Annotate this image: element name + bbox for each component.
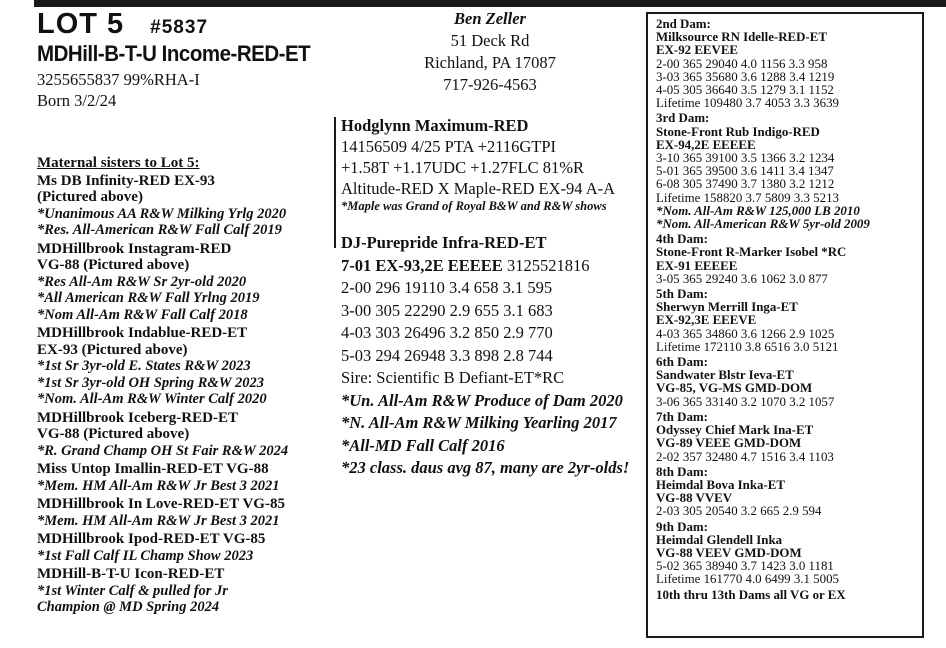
- generation-name: Sherwyn Merrill Inga-ET: [656, 300, 798, 315]
- generation-classification: VG-88 VEEV GMD-DOM: [656, 545, 802, 560]
- generation-name: Milksource RN Idelle-RED-ET: [656, 30, 827, 45]
- generation-record: 5-01 365 39500 3.6 1411 3.4 1347: [656, 164, 834, 179]
- generation-record: 3-10 365 39100 3.5 1366 3.2 1234: [656, 151, 835, 166]
- dam-record: 2-00 296 19110 3.4 658 3.1 595: [341, 278, 553, 297]
- dam-generation: [656, 466, 922, 519]
- generation-label: 3rd Dam:: [656, 111, 710, 126]
- sire-genomics-line: 14156509 4/25 PTA +2116GTPI: [341, 137, 557, 156]
- generation-classification: EX-92 EEVEE: [656, 43, 739, 58]
- animal-name: MDHill-B-T-U Income-RED-ET: [37, 41, 311, 66]
- dam-name: DJ-Purepride Infra-RED-ET: [341, 233, 547, 252]
- dam-generation: [656, 233, 922, 286]
- dam-classification: [341, 255, 641, 278]
- dam-generation: [656, 521, 922, 587]
- breeder-contact: [410, 8, 570, 96]
- dam-record: 3-00 305 22290 2.9 655 3.1 683: [341, 300, 553, 320]
- lot-header: [37, 8, 208, 41]
- generation-record: 4-03 365 34860 3.6 1266 2.9 1025: [656, 326, 835, 341]
- breeder-street: 51 Deck Rd: [450, 31, 530, 50]
- sire-traits-line: +1.58T +1.17UDC +1.27FLC 81%R: [341, 158, 585, 177]
- sister-entry: [37, 410, 337, 460]
- sister-entry: [37, 496, 337, 529]
- sister-classification: EX-93 (Pictured above): [37, 341, 188, 358]
- breeder-name: Ben Zeller: [454, 9, 526, 28]
- sister-classification: VG-88 (Pictured above): [37, 257, 190, 273]
- generation-classification: VG-85, VG-MS GMD-DOM: [656, 381, 813, 396]
- dam-record: 4-03 303 26496 3.2 850 2.9 770: [341, 323, 553, 342]
- sister-achievement: *Nom. All-Am R&W Winter Calf 2020: [37, 391, 267, 407]
- generation-record: 2-02 357 32480 4.7 1516 3.4 1103: [656, 449, 834, 464]
- generation-record: 5-02 365 38940 3.7 1423 3.0 1181: [656, 559, 834, 574]
- dam-achievement: *N. All-Am R&W Milking Yearling 2017: [341, 413, 617, 432]
- generation-label: 9th Dam:: [656, 519, 708, 534]
- dam-sire-line: Sire: Scientific B Defiant-ET*RC: [341, 368, 565, 387]
- sister-entry: [37, 241, 337, 324]
- top-rule: [34, 0, 946, 7]
- sister-name: MDHillbrook Ipod-RED-ET VG-85: [37, 531, 266, 547]
- generation-label: 2nd Dam:: [656, 17, 711, 31]
- sister-achievement: *1st Sr 3yr-old E. States R&W 2023: [37, 358, 251, 374]
- generation-lifetime: Lifetime 109480 3.7 4053 3.3 3639: [656, 96, 839, 111]
- breeder-city: Richland, PA 17087: [424, 53, 556, 72]
- generation-label: 8th Dam:: [656, 464, 708, 479]
- dam-generation: [656, 356, 922, 409]
- generation-label: 7th Dam:: [656, 409, 708, 424]
- sister-achievement: Champion @ MD Spring 2024: [37, 599, 220, 615]
- sister-achievement: *1st Fall Calf IL Champ Show 2023: [37, 547, 254, 564]
- generation-record: 2-00 365 29040 4.0 1156 3.3 958: [656, 56, 828, 71]
- sister-achievement: *1st Sr 3yr-old OH Spring R&W 2023: [37, 374, 264, 391]
- generation-lifetime: Lifetime 161770 4.0 6499 3.1 5005: [656, 572, 839, 587]
- sister-entry: [37, 325, 337, 408]
- breeder-phone: 717-926-4563: [443, 75, 537, 94]
- sister-classification: (Pictured above): [37, 189, 143, 205]
- generation-record: 3-05 365 29240 3.6 1062 3.0 877: [656, 271, 828, 286]
- sister-achievement: *Nom All-Am R&W Fall Calf 2018: [37, 306, 248, 323]
- generation-name: Heimdal Glendell Inka: [656, 532, 783, 547]
- sire-pedigree-line: Altitude-RED X Maple-RED EX-94 A-A: [341, 179, 616, 198]
- generation-classification: VG-88 VVEV: [656, 491, 733, 506]
- generation-name: Odyssey Chief Mark Ina-ET: [656, 423, 814, 438]
- generation-record: 2-03 305 20540 3.2 665 2.9 594: [656, 504, 822, 519]
- sister-name: MDHillbrook Iceberg-RED-ET: [37, 409, 238, 426]
- generation-record: 6-08 305 37490 3.7 1380 3.2 1212: [656, 177, 835, 192]
- sisters-heading: Maternal sisters to Lot 5:: [37, 155, 200, 171]
- lot-title: LOT 5: [37, 8, 125, 40]
- generation-label: 4th Dam:: [656, 232, 708, 247]
- generation-name: Stone-Front R-Marker Isobel *RC: [656, 245, 847, 260]
- generation-award: *Nom. All-American R&W 5yr-old 2009: [656, 217, 870, 232]
- dam-generation: [656, 288, 922, 354]
- dam-section: [341, 232, 641, 480]
- sister-achievement: *Unanimous AA R&W Milking Yrlg 2020: [37, 205, 287, 222]
- pedigree-footer: 10th thru 13th Dams all VG or EX: [656, 587, 846, 602]
- sister-name: MDHillbrook Indablue-RED-ET: [37, 325, 248, 341]
- sister-entry: [37, 566, 337, 616]
- generation-name: Stone-Front Rub Indigo-RED: [656, 124, 820, 139]
- sister-achievement: *All American R&W Fall Yrlng 2019: [37, 290, 260, 306]
- sister-achievement: *Res All-Am R&W Sr 2yr-old 2020: [37, 273, 247, 290]
- generation-name: Heimdal Bova Inka-ET: [656, 477, 785, 492]
- generation-classification: EX-91 EEEEE: [656, 258, 738, 273]
- maternal-sisters: [37, 155, 337, 618]
- dam-generation: [656, 411, 922, 464]
- generation-lifetime: Lifetime 158820 3.7 5809 3.3 5213: [656, 190, 839, 205]
- sire-name: Hodglynn Maximum-RED: [341, 116, 529, 135]
- generation-award: *Nom. All-Am R&W 125,000 LB 2010: [656, 203, 860, 218]
- generation-record: 3-03 365 35680 3.6 1288 3.4 1219: [656, 69, 835, 84]
- sire-note: *Maple was Grand of Royal B&W and R&W shows: [341, 199, 607, 213]
- sister-name: Ms DB Infinity-RED EX-93: [37, 172, 215, 189]
- sister-achievement: *Mem. HM All-Am R&W Jr Best 3 2021: [37, 477, 280, 494]
- generation-label: 6th Dam:: [656, 355, 708, 370]
- dam-class-score: 7-01 EX-93,2E EEEEE: [341, 255, 503, 275]
- pedigree-box: [646, 12, 924, 638]
- generation-classification: EX-94,2E EEEEE: [656, 137, 756, 152]
- sister-entry: [37, 461, 337, 494]
- sister-entry: [37, 531, 337, 564]
- sister-name: MDHillbrook Instagram-RED: [37, 240, 232, 257]
- sister-achievement: *R. Grand Champ OH St Fair R&W 2024: [37, 442, 289, 459]
- sister-achievement: *Mem. HM All-Am R&W Jr Best 3 2021: [37, 512, 280, 529]
- lot-number: #5837: [150, 17, 209, 38]
- sister-achievement: *1st Winter Calf & pulled for Jr: [37, 582, 228, 599]
- sister-entry: [37, 173, 337, 239]
- generation-record: 4-05 305 36640 3.5 1279 3.1 1152: [656, 83, 834, 98]
- generation-classification: EX-92,3E EEEVE: [656, 313, 757, 328]
- generation-name: Sandwater Blstr Ieva-ET: [656, 368, 794, 383]
- registration-line: 3255655837 99%RHA-I: [37, 70, 200, 89]
- dam-achievement: *All-MD Fall Calf 2016: [341, 435, 505, 455]
- sister-classification: VG-88 (Pictured above): [37, 426, 190, 442]
- sister-name: MDHillbrook In Love-RED-ET VG-85: [37, 496, 285, 512]
- sister-name: MDHill-B-T-U Icon-RED-ET: [37, 566, 225, 582]
- sire-section: [341, 115, 641, 214]
- sister-name: Miss Untop Imallin-RED-ET VG-88: [37, 461, 269, 477]
- dam-generation: [656, 18, 922, 110]
- sister-achievement: *Res. All-American R&W Fall Calf 2019: [37, 222, 282, 238]
- dam-daughters-note: *23 class. daus avg 87, many are 2yr-olds!: [341, 458, 630, 477]
- dam-generation: [656, 112, 922, 231]
- dam-reg-number: 3125521816: [502, 255, 590, 275]
- generation-classification: VG-89 VEEE GMD-DOM: [656, 436, 802, 451]
- dam-achievement: *Un. All-Am R&W Produce of Dam 2020: [341, 390, 623, 410]
- generation-lifetime: Lifetime 172110 3.8 6516 3.0 5121: [656, 339, 839, 354]
- birth-date: Born 3/2/24: [37, 91, 117, 110]
- generation-record: 3-06 365 33140 3.2 1070 3.2 1057: [656, 394, 835, 409]
- dam-record: 5-03 294 26948 3.3 898 2.8 744: [341, 345, 553, 365]
- generation-label: 5th Dam:: [656, 287, 708, 302]
